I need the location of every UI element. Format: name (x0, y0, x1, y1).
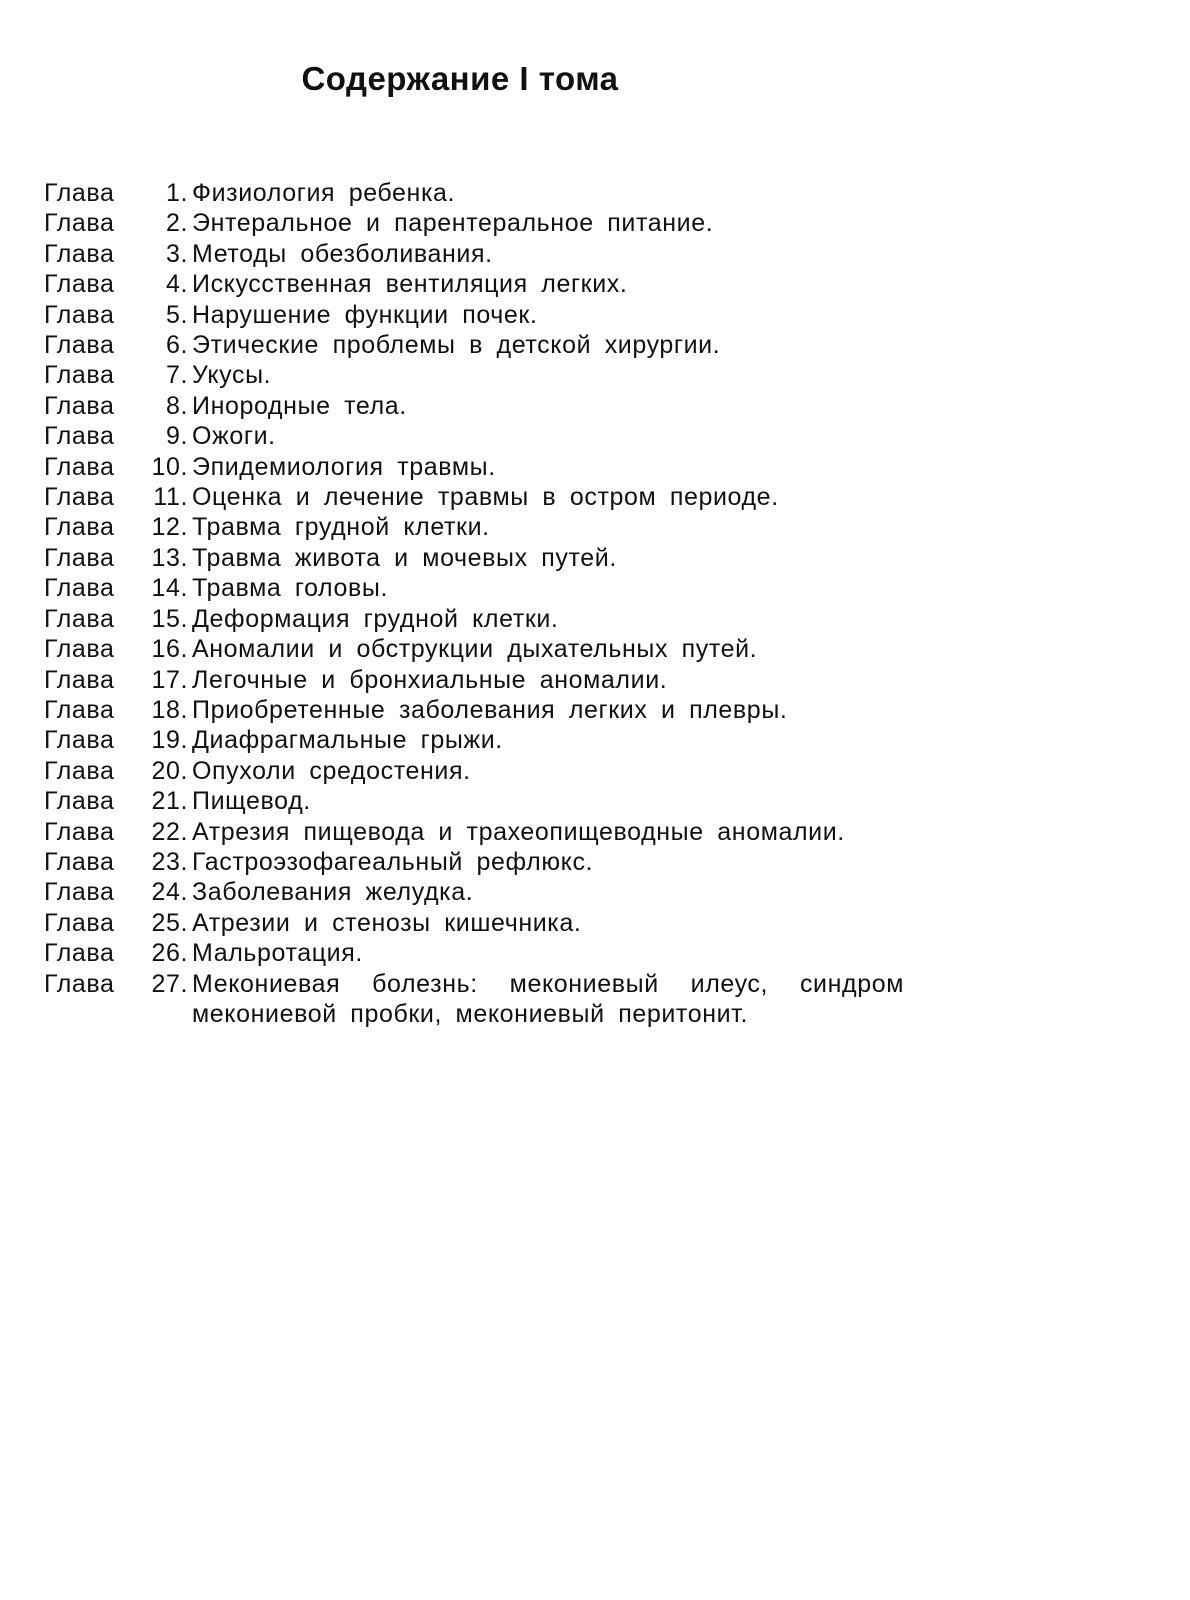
chapter-title: Гастроэзофагеальный рефлюкс. (192, 847, 594, 876)
chapter-label: Глава (44, 483, 115, 512)
chapter-number: 14. (151, 574, 188, 603)
toc-entry-21 (44, 786, 904, 816)
chapter-title: Этические проблемы в детской хирургии. (192, 331, 721, 360)
chapter-number: 8. (165, 391, 188, 420)
toc-entry-4 (44, 269, 904, 299)
chapter-label: Глава (44, 604, 115, 633)
toc-entry-16 (44, 634, 904, 664)
chapter-label: Глава (44, 422, 115, 451)
chapter-label: Глава (44, 817, 115, 846)
chapter-number: 22. (151, 817, 188, 846)
chapter-title: Ожоги. (192, 422, 276, 451)
toc-entry-6 (44, 330, 904, 360)
toc-entry-14 (44, 573, 904, 603)
toc-entry-2 (44, 208, 904, 238)
chapter-number: 21. (151, 787, 188, 816)
chapter-label: Глава (44, 908, 115, 937)
chapter-number: 26. (151, 939, 188, 968)
toc-entry-20 (44, 756, 904, 786)
chapter-title: Нарушение функции почек. (192, 300, 538, 329)
chapter-number: 5. (165, 300, 188, 329)
chapter-title: Травма грудной клетки. (192, 513, 490, 542)
chapter-title: Методы обезболивания. (192, 239, 493, 268)
toc-entry-9 (44, 421, 904, 451)
toc-entry-24 (44, 877, 904, 907)
toc-entry-10 (44, 452, 904, 482)
chapter-number: 9. (165, 422, 188, 451)
chapter-label: Глава (44, 209, 115, 238)
chapter-label: Глава (44, 665, 115, 694)
toc-entry-8 (44, 391, 904, 421)
chapter-number: 12. (151, 513, 188, 542)
toc-entry-27 (44, 969, 904, 1030)
chapter-title: Аномалии и обструкции дыхательных путей. (192, 635, 758, 664)
chapter-title: Искусственная вентиляция легких. (192, 270, 628, 299)
toc-entry-18 (44, 695, 904, 725)
chapter-title: Оценка и лечение травмы в остром периоде. (192, 483, 779, 512)
chapter-label: Глава (44, 969, 115, 998)
chapter-number: 16. (151, 635, 188, 664)
chapter-number: 1. (165, 179, 188, 207)
chapter-title: Физиология ребенка. (192, 179, 456, 207)
chapter-title: Деформация грудной клетки. (192, 604, 559, 633)
toc-entry-13 (44, 543, 904, 573)
toc-entry-7 (44, 360, 904, 390)
chapter-number: 11. (153, 483, 188, 512)
toc-entry-22 (44, 817, 904, 847)
toc-entry-1 (44, 178, 904, 208)
chapter-title: Энтеральное и парентеральное питание. (192, 209, 714, 238)
chapter-label: Глава (44, 787, 115, 816)
chapter-number: 7. (165, 361, 188, 390)
toc-entry-12 (44, 512, 904, 542)
chapter-title: Мекониевая болезнь: мекониевый илеус, синдром мекониевой пробки, мекониевый перитонит. (192, 969, 904, 1028)
chapter-number: 19. (151, 726, 188, 755)
chapter-number: 3. (165, 239, 188, 268)
toc-entry-3 (44, 239, 904, 269)
chapter-title: Заболевания желудка. (192, 878, 474, 907)
toc-entry-17 (44, 665, 904, 695)
chapter-number: 6. (165, 331, 188, 360)
toc-entry-5 (44, 300, 904, 330)
chapter-number: 20. (151, 756, 188, 785)
chapter-title: Опухоли средостения. (192, 756, 471, 785)
toc-entry-25 (44, 908, 904, 938)
chapter-title: Травма головы. (192, 574, 389, 603)
chapter-title: Атрезия пищевода и трахеопищеводные аномалии. (192, 817, 845, 846)
chapter-title: Пищевод. (192, 787, 311, 816)
chapter-title: Эпидемиология травмы. (192, 452, 496, 481)
chapter-label: Глава (44, 452, 115, 481)
chapter-label: Глава (44, 635, 115, 664)
chapter-label: Глава (44, 878, 115, 907)
chapter-number: 15. (151, 604, 188, 633)
chapter-title: Диафрагмальные грыжи. (192, 726, 503, 755)
chapter-number: 23. (151, 847, 188, 876)
chapter-title: Укусы. (192, 361, 272, 390)
chapter-number: 13. (151, 543, 188, 572)
chapter-title: Инородные тела. (192, 391, 407, 420)
toc-entry-11 (44, 482, 904, 512)
chapter-label: Глава (44, 179, 115, 207)
chapter-label: Глава (44, 756, 115, 785)
chapter-label: Глава (44, 847, 115, 876)
chapter-label: Глава (44, 300, 115, 329)
toc-entry-15 (44, 604, 904, 634)
toc-entry-23 (44, 847, 904, 877)
chapter-label: Глава (44, 939, 115, 968)
chapter-number: 10. (151, 452, 188, 481)
chapter-label: Глава (44, 331, 115, 360)
page-title: Содержание I тома (301, 60, 619, 98)
chapter-number: 2. (165, 209, 188, 238)
table-of-contents (44, 178, 904, 1029)
chapter-label: Глава (44, 726, 115, 755)
chapter-number: 27. (151, 969, 188, 998)
chapter-title: Легочные и бронхиальные аномалии. (192, 665, 668, 694)
chapter-label: Глава (44, 270, 115, 299)
chapter-number: 17. (151, 665, 188, 694)
chapter-label: Глава (44, 695, 115, 724)
chapter-title: Мальротация. (192, 939, 363, 968)
chapter-label: Глава (44, 574, 115, 603)
toc-entry-26 (44, 938, 904, 968)
chapter-number: 4. (165, 270, 188, 299)
chapter-title: Травма живота и мочевых путей. (192, 543, 617, 572)
chapter-label: Глава (44, 391, 115, 420)
chapter-number: 24. (151, 878, 188, 907)
chapter-label: Глава (44, 543, 115, 572)
chapter-label: Глава (44, 239, 115, 268)
chapter-label: Глава (44, 361, 115, 390)
chapter-number: 18. (151, 695, 188, 724)
chapter-title: Приобретенные заболевания легких и плевры. (192, 695, 788, 724)
chapter-title: Атрезии и стенозы кишечника. (192, 908, 582, 937)
toc-entry-19 (44, 725, 904, 755)
chapter-label: Глава (44, 513, 115, 542)
chapter-number: 25. (151, 908, 188, 937)
